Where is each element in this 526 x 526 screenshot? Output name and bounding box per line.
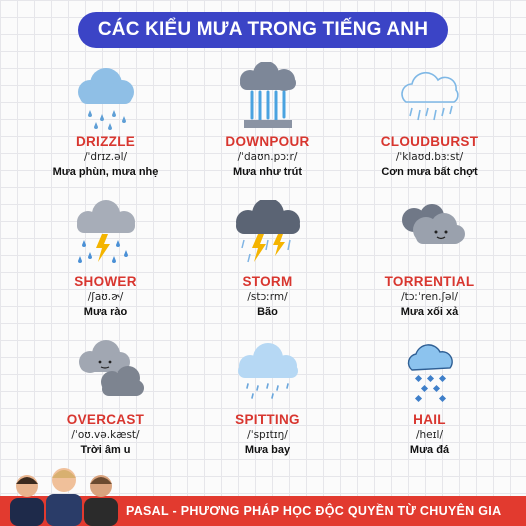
- presenters-photo: [8, 458, 120, 526]
- rain-card-drizzle: [18, 62, 193, 178]
- cloudburst-cloud-icon: [390, 62, 470, 130]
- rain-card-downpour: [180, 62, 355, 178]
- meaning-downpour: Mưa như trút: [232, 166, 303, 178]
- meaning-cloudburst: Cơn mưa bất chợt: [381, 166, 478, 178]
- ipa-drizzle: /ˈdrɪz.əl/: [83, 151, 128, 163]
- meaning-drizzle: Mưa phùn, mưa nhẹ: [52, 166, 159, 178]
- word-hail: HAIL: [413, 412, 446, 427]
- rain-card-hail: [342, 338, 517, 456]
- ipa-overcast: /ˈoʊ.və.kæst/: [71, 429, 140, 441]
- overcast-cloud-icon: [66, 338, 146, 408]
- meaning-hail: Mưa đá: [409, 444, 450, 456]
- word-storm: STORM: [242, 274, 293, 289]
- word-shower: SHOWER: [74, 274, 137, 289]
- word-spitting: SPITTING: [235, 412, 300, 427]
- meaning-spitting: Mưa bay: [244, 444, 291, 456]
- rain-card-shower: [18, 200, 193, 318]
- footer-text: PASAL - PHƯƠNG PHÁP HỌC ĐỘC QUYỀN TỪ CHUYÊN GIA: [126, 504, 502, 518]
- word-cloudburst: CLOUDBURST: [380, 134, 479, 149]
- ipa-shower: /ʃaʊ.ɚ/: [87, 291, 124, 303]
- rain-card-spitting: [180, 338, 355, 456]
- spitting-cloud-icon: [228, 338, 308, 408]
- page-title: CÁC KIỂU MƯA TRONG TIẾNG ANH: [78, 12, 448, 48]
- meaning-overcast: Trời âm u: [80, 444, 131, 456]
- meaning-storm: Bão: [257, 306, 278, 318]
- meaning-torrential: Mưa xối xả: [400, 306, 459, 318]
- meaning-shower: Mưa rào: [83, 306, 128, 318]
- ipa-spitting: /ˈspɪtɪŋ/: [247, 429, 288, 441]
- ipa-torrential: /tɔːˈren.ʃəl/: [401, 291, 458, 303]
- storm-cloud-icon: [228, 200, 308, 270]
- rain-card-cloudburst: [342, 62, 517, 178]
- word-torrential: TORRENTIAL: [384, 274, 475, 289]
- rain-card-storm: [180, 200, 355, 318]
- rain-card-overcast: [18, 338, 193, 456]
- ipa-cloudburst: /ˈklaʊd.bɜːst/: [395, 151, 464, 163]
- rain-card-torrential: [342, 200, 517, 318]
- word-downpour: DOWNPOUR: [225, 134, 310, 149]
- ipa-downpour: /ˈdaʊn.pɔːr/: [237, 151, 298, 163]
- drizzle-cloud-icon: [66, 62, 146, 130]
- ipa-hail: /heɪl/: [415, 429, 443, 441]
- hail-cloud-icon: [390, 338, 470, 408]
- word-drizzle: DRIZZLE: [75, 134, 136, 149]
- downpour-cloud-icon: [228, 62, 308, 130]
- shower-cloud-icon: [66, 200, 146, 270]
- ipa-storm: /stɔːrm/: [247, 291, 288, 303]
- word-overcast: OVERCAST: [66, 412, 145, 427]
- torrential-cloud-icon: [390, 200, 470, 270]
